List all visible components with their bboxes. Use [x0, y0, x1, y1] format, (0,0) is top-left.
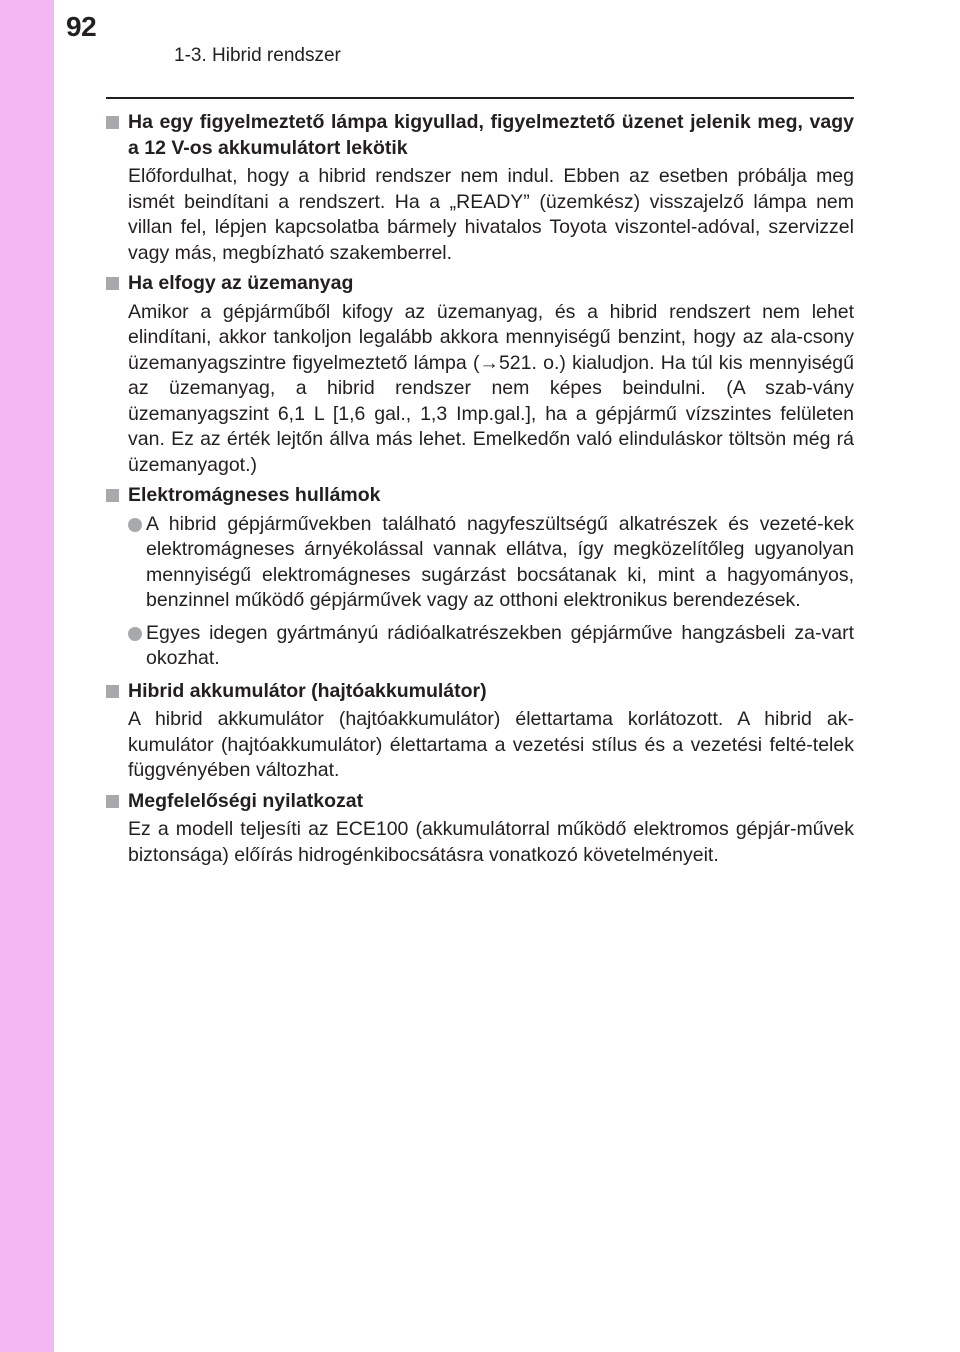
- section-paragraph: A hibrid akkumulátor (hajtóakkumulátor) élettartama korlátozott. A hibrid ak-kumulátor (hajtóakkumulátor) élettartama a vezetési stílus és a vezetési felté-telek függvényében változhat.: [128, 708, 854, 781]
- square-bullet-icon: [106, 277, 119, 290]
- section-paragraph: Ez a modell teljesíti az ECE100 (akkumulátorral működő elektromos gépjár-művek biztonsága) előírás hidrogénkibocsátásra vonatkozó követelményeit.: [128, 818, 854, 866]
- square-bullet-icon: [106, 795, 119, 808]
- section-paragraph: Előfordulhat, hogy a hibrid rendszer nem indul. Ebben az esetben próbálja meg ismét beindítani a rendszert. Ha a „READY” (üzemkész) visszajelző lámpa nem villan fel, lépjen kapcsolatba bármely hivatalos Toyota viszontel-adóval, szervizzel vagy más, megbízható szakemberrel.: [128, 165, 854, 264]
- section-heading-text: Megfelelőségi nyilatkozat: [128, 789, 364, 812]
- section-heading: [106, 789, 854, 815]
- bullet-text: Egyes idegen gyártmányú rádióalkatrészekben gépjárműve hangzásbeli za-vart okozhat.: [146, 621, 854, 669]
- section-heading: [106, 483, 854, 509]
- section-heading: [106, 110, 854, 161]
- round-bullet-icon: [128, 518, 142, 532]
- section-heading-text: Hibrid akkumulátor (hajtóakkumulátor): [128, 679, 487, 702]
- square-bullet-icon: [106, 116, 119, 129]
- section-heading: [106, 679, 854, 705]
- section-heading: [106, 271, 854, 297]
- section-paragraph: Amikor a gépjárműből kifogy az üzemanyag, és a hibrid rendszert nem lehet elindítani, akkor tankoljon legalább akkora mennyiségű benzint, hogy az ala-csony üzemanyagszintre figyelmeztető lámpa (→521. o.) kialudjon. Ha túl kis mennyiségű az üzemanyag, a hibrid rendszer nem képes beindulni. (A szab-vány üzemanyagszint 6,1 L [1,6 gal., 1,3 Imp.gal.], ha a gépjármű vízszintes felületen van. Ez az érték lejtőn állva más lehet. Emelkedőn való elinduláskor töltsön még rá üzemanyagot.): [128, 300, 854, 476]
- section-warning-light: [106, 110, 854, 266]
- section-heading-text: Elektromágneses hullámok: [128, 484, 381, 506]
- section-electromagnetic-waves: [106, 483, 854, 672]
- section-fuel-runs-out: [106, 271, 854, 478]
- page-content: [106, 110, 854, 873]
- section-heading-text: Ha egy figyelmeztető lámpa kigyullad, figyelmeztető üzenet jelenik meg, vagy a 12 V-os akkumulátort lekötik: [128, 111, 854, 159]
- square-bullet-icon: [106, 489, 119, 502]
- section-declaration-of-conformity: [106, 789, 854, 869]
- section-hybrid-battery: [106, 679, 854, 784]
- square-bullet-icon: [106, 685, 119, 698]
- section-heading-text: Ha elfogy az üzemanyag: [128, 272, 354, 294]
- round-bullet-icon: [128, 627, 142, 641]
- bullet-text: A hibrid gépjárművekben található nagyfeszültségű alkatrészek és vezeté-kek elektromágneses árnyékolással vannak ellátva, így megközelítőleg ugyanolyan mennyiségű elektromágneses sugárzást bocsátanak ki, mint a hagyományos, benzinnel működő gépjárművek vagy az otthoni elektronikus berendezések.: [146, 512, 854, 611]
- chapter-side-band: [0, 0, 54, 1352]
- bullet-item: [106, 621, 854, 672]
- section-title: 1-3. Hibrid rendszer: [174, 45, 341, 66]
- page-number: 92: [66, 11, 97, 42]
- bullet-item: [106, 512, 854, 614]
- header-rule: [106, 97, 854, 99]
